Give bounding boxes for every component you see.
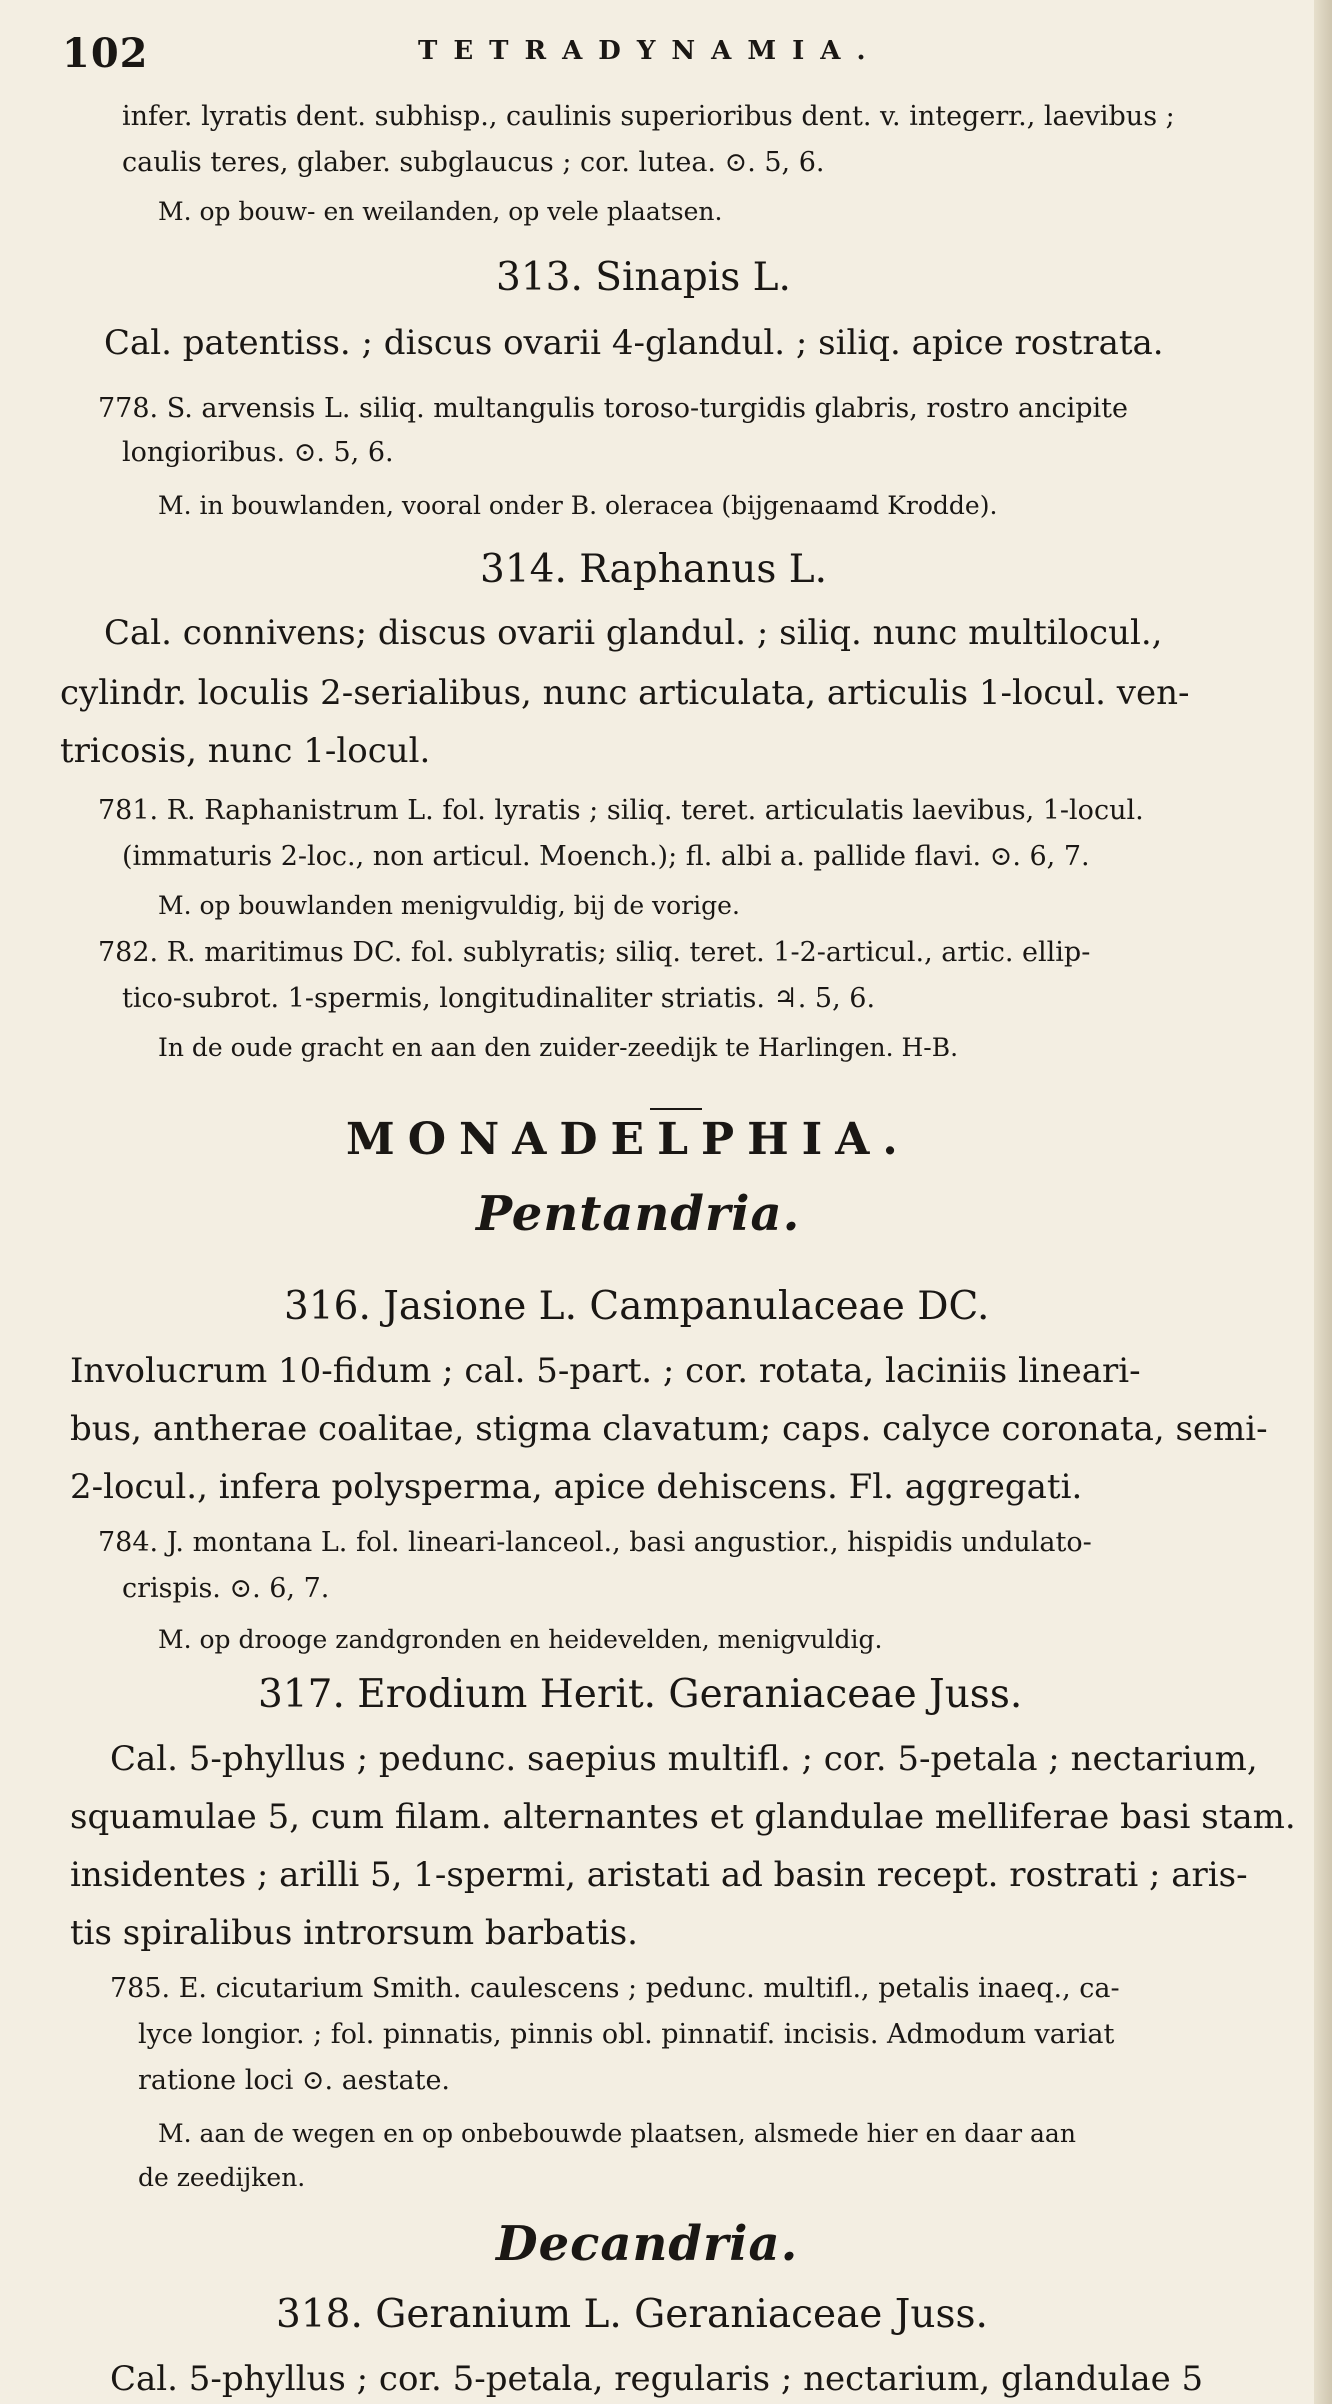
text-line-7: longioribus. ⊙. 5, 6. — [122, 437, 394, 468]
text-line-16: 782. R. maritimus DC. fol. sublyratis; siliq. teret. 1-2-articul., artic. ellip- — [98, 937, 1091, 968]
text-line-32: tis spiralibus introrsum barbatis. — [70, 1913, 638, 1953]
text-line-26: crispis. ⊙. 6, 7. — [122, 1573, 330, 1604]
text-line-27: M. op drooge zandgronden en heidevelden, menigvuldig. — [158, 1625, 883, 1654]
text-line-3: M. op bouw- en weilanden, op vele plaatsen. — [158, 197, 723, 226]
text-line-11: cylindr. loculis 2-serialibus, nunc articulata, articulis 1-locul. ven- — [60, 673, 1190, 713]
text-line-10: Cal. connivens; discus ovarii glandul. ; siliq. nunc multilocul., — [104, 613, 1163, 653]
text-line-22: Involucrum 10-fidum ; cal. 5-part. ; cor. rotata, laciniis lineari- — [70, 1351, 1141, 1391]
text-line-33: 785. E. cicutarium Smith. caulescens ; pedunc. multifl., petalis inaeq., ca- — [110, 1973, 1120, 2004]
text-line-21: 316. Jasione L. Campanulaceae DC. — [284, 1284, 990, 1329]
text-line-35: ratione loci ⊙. aestate. — [138, 2065, 451, 2096]
text-line-17: tico-subrot. 1-spermis, longitudinaliter striatis. ♃. 5, 6. — [122, 983, 876, 1014]
text-line-14: (immaturis 2-loc., non articul. Moench.); fl. albi a. pallide flavi. ⊙. 6, 7. — [122, 841, 1090, 872]
text-line-28: 317. Erodium Herit. Geraniaceae Juss. — [258, 1672, 1023, 1717]
text-line-36: M. aan de wegen en op onbebouwde plaatsen, alsmede hier en daar aan — [158, 2119, 1076, 2148]
text-line-34: lyce longior. ; fol. pinnatis, pinnis obl. pinnatif. incisis. Admodum variat — [138, 2019, 1115, 2050]
text-line-13: 781. R. Raphanistrum L. fol. lyratis ; siliq. teret. articulatis laevibus, 1-locul. — [98, 795, 1144, 826]
text-line-38: Decandria. — [496, 2216, 799, 2272]
text-line-8: M. in bouwlanden, vooral onder B. oleracea (bijgenaamd Krodde). — [158, 491, 998, 520]
text-line-1: infer. lyratis dent. subhisp., caulinis superioribus dent. v. integerr., laevibus ; — [122, 101, 1175, 132]
text-line-30: squamulae 5, cum filam. alternantes et glandulae melliferae basi stam. — [70, 1797, 1296, 1837]
text-line-9: 314. Raphanus L. — [480, 547, 828, 592]
text-line-5: Cal. patentiss. ; discus ovarii 4-glandul. ; siliq. apice rostrata. — [104, 323, 1164, 363]
text-line-39: 318. Geranium L. Geraniaceae Juss. — [276, 2292, 988, 2337]
text-line-20: Pentandria. — [476, 1186, 801, 1242]
text-line-24: 2-locul., infera polysperma, apice dehiscens. Fl. aggregati. — [70, 1467, 1083, 1507]
text-line-15: M. op bouwlanden menigvuldig, bij de vorige. — [158, 891, 740, 920]
text-line-18: In de oude gracht en aan den zuider-zeedijk te Harlingen. H-B. — [158, 1033, 959, 1062]
text-line-29: Cal. 5-phyllus ; pedunc. saepius multifl. ; cor. 5-petala ; nectarium, — [110, 1739, 1258, 1779]
text-line-12: tricosis, nunc 1-locul. — [60, 731, 431, 771]
text-line-19: MONADELPHIA. — [346, 1114, 911, 1165]
text-line-2: caulis teres, glaber. subglaucus ; cor. lutea. ⊙. 5, 6. — [122, 147, 825, 178]
text-line-31: insidentes ; arilli 5, 1-spermi, aristati ad basin recept. rostrati ; aris- — [70, 1855, 1248, 1895]
page-edge — [1314, 0, 1332, 2404]
text-line-25: 784. J. montana L. fol. lineari-lanceol., basi angustior., hispidis undulato- — [98, 1527, 1092, 1558]
text-line-4: 313. Sinapis L. — [496, 255, 791, 300]
text-line-40: Cal. 5-phyllus ; cor. 5-petala, regularis ; nectarium, glandulae 5 — [110, 2359, 1204, 2399]
page-number: 102 — [62, 30, 149, 77]
running-head: TETRADYNAMIA. — [418, 36, 882, 66]
section-divider-rule — [650, 1108, 702, 1110]
text-line-37: de zeedijken. — [138, 2163, 306, 2192]
text-line-23: bus, antherae coalitae, stigma clavatum; caps. calyce coronata, semi- — [70, 1409, 1268, 1449]
text-line-6: 778. S. arvensis L. siliq. multangulis toroso-turgidis glabris, rostro ancipite — [98, 393, 1128, 424]
